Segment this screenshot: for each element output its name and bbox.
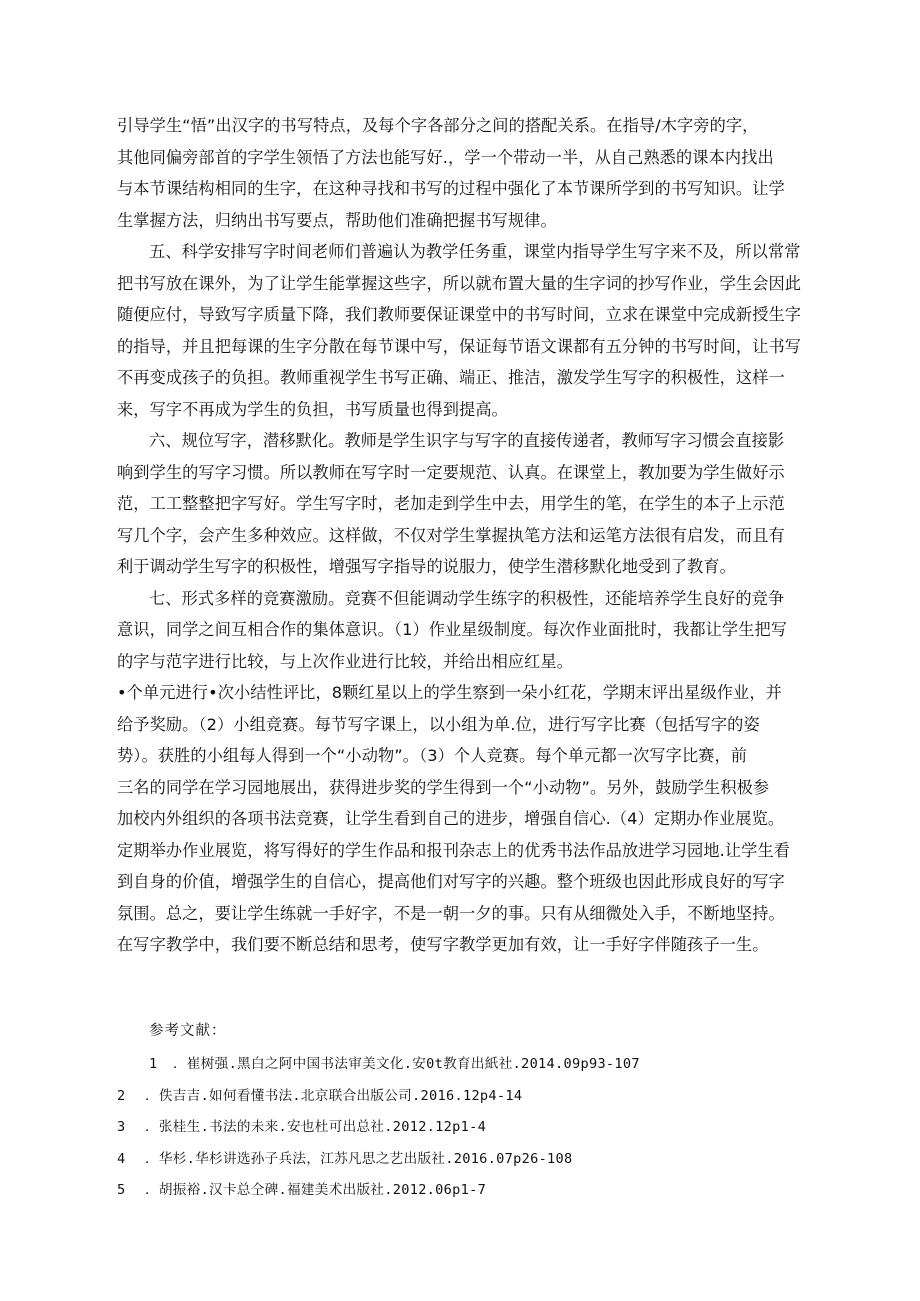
references-list — [117, 1049, 817, 1207]
reference-number: 1 — [149, 1056, 158, 1072]
text-line: 把书写放在课外，为了让学生能掌握这些字，所以就布置大量的生字词的抄写作业，学生会因此 — [117, 273, 802, 293]
text-line: 利于调动学生写字的积极性，增强写字指导的说服力，使学生潜移默化地受到了教育。 — [117, 557, 736, 576]
text-line: 三名的同学在学习园地展出，获得进步奖的学生得到一个“小动物”。另外，鼓励学生积极参 — [117, 777, 770, 797]
reference-text: ．佚吉吉.如何看懂书法.北京联合出版公司.2016.12p4-14 — [145, 1087, 523, 1104]
text-line: 六、规位写字，潜移默化。教师是学生识字与写字的直接传递者，教师写字习惯会直接影 — [149, 431, 785, 450]
text-line: 的指导，并且把每课的生字分散在每节课中写，保证每节语文课都有五分钟的书写时间，让书写 — [117, 336, 802, 356]
text-line: 定期举办作业展览，将写得好的学生作品和报刊杂志上的优秀书法作品放进学习园地.让学生看 — [117, 840, 791, 860]
reference-item — [117, 1175, 817, 1207]
references-title: 参考文献： — [149, 1023, 227, 1039]
reference-number: 4 — [117, 1150, 126, 1167]
reference-text: ．张桂生.书法的未来.安也杜可出总社.2012.12p1-4 — [145, 1119, 487, 1135]
references-section — [117, 1019, 817, 1207]
text-line: 范，工工整整把字写好。学生写字时，老加走到学生中去，用学生的笔，在学生的本子上示范 — [117, 494, 785, 513]
text-line: 引导学生“悟”出汉字的书写特点，及每个字各部分之间的搭配关系。在指导/木字旁的字， — [117, 116, 759, 135]
reference-text: ．华杉.华杉讲选孙子兵法，江苏凡思之艺出版社.2016.07p26-108 — [145, 1150, 573, 1167]
text-line: 响到学生的写字习惯。所以教师在写字时一定要规范、认真。在课堂上，教加要为学生做好示 — [117, 462, 785, 482]
reference-number: 3 — [117, 1119, 126, 1135]
text-line: 给予奖励。（2）小组竞赛。每节写字课上，以小组为单.位，进行写字比赛（包括写字的姿 — [117, 714, 760, 734]
text-line: 随便应付，导致写字质量下降，我们教师要保证课堂中的书写时间，立求在课堂中完成新授生字 — [117, 305, 802, 324]
text-line: 生掌握方法，归纳出书写要点，帮助他们准确把握书写规律。 — [117, 210, 557, 230]
text-line: 写几个字，会产生多种效应。这样做，不仅对学生掌握执笔方法和运笔方法很有启发，而且有 — [117, 525, 785, 545]
reference-number: 2 — [117, 1087, 126, 1104]
text-line: 意识，同学之间互相合作的集体意识。（1）作业星级制度。每次作业面批时，我都让学生把写 — [117, 620, 788, 639]
text-line: 来，写字不再成为学生的负担，书写质量也得到提高。 — [117, 399, 508, 419]
text-line: 在写字教学中，我们要不断总结和思考，使写字教学更加有效，让一手好字伴随孩子一生。 — [117, 935, 769, 954]
text-line: 其他同偏旁部首的字学生领悟了方法也能写好.，学一个带动一半，从自己熟悉的课本内找出 — [117, 147, 774, 167]
text-line: •个单元进行•次小结性评比，8颗红星以上的学生察到一朵小红花，学期末评出星级作业，并 — [117, 683, 782, 702]
reference-item — [117, 1081, 817, 1113]
paragraph-competitions — [117, 677, 812, 961]
reference-item — [117, 1144, 817, 1176]
text-line: 不再变成孩子的负担。教师重视学生书写正确、端正、推洁，激发学生写字的积极性，这样一 — [117, 368, 785, 387]
paragraph-section-seven — [117, 583, 812, 678]
reference-text: ．崔树强.黑白之阿中国书法审美文化.安0t教育出紙社.2014.09p93-107 — [173, 1056, 640, 1072]
reference-item — [117, 1112, 817, 1144]
text-line: 到自身的价值，增强学生的自信心，提高他们对写字的兴趣。整个班级也因此形成良好的写字 — [117, 872, 785, 891]
reference-item — [117, 1049, 817, 1081]
text-line: 与本节课结构相同的生字，在这种寻找和书写的过程中强化了本节课所学到的书写知识。让学 — [117, 179, 785, 198]
text-line: 势）。获胜的小组每人得到一个“小动物”。（3）个人竞赛。每个单元都一次写字比赛，前 — [117, 746, 748, 765]
reference-number: 5 — [117, 1182, 126, 1198]
text-line: 氛围。总之，要让学生练就一手好字，不是一朝一夕的事。只有从细微处入手，不断地坚持。 — [117, 903, 785, 923]
body-text — [117, 110, 812, 961]
reference-text: ．胡振裕.汉卡总仝碑.福建美术出版社.2012.06p1-7 — [145, 1182, 487, 1198]
paragraph-section-five — [117, 236, 812, 425]
text-line: 的字与范字进行比较，与上次作业进行比较，并给出相应红星。 — [117, 651, 574, 671]
paragraph-writing-features — [117, 110, 812, 236]
paragraph-section-six — [117, 425, 812, 583]
text-line: 七、形式多样的竞赛激励。竞赛不但能调动学生练字的积极性，还能培养学生良好的竞争 — [149, 588, 785, 608]
text-line: 加校内外组织的各项书法竞赛，让学生看到自己的进步，增强自信心.（4）定期办作业展览。 — [117, 809, 785, 828]
text-line: 五、科学安排写字时间老师们普遍认为教学任务重，课堂内指导学生写字来不及，所以常常 — [149, 242, 801, 261]
